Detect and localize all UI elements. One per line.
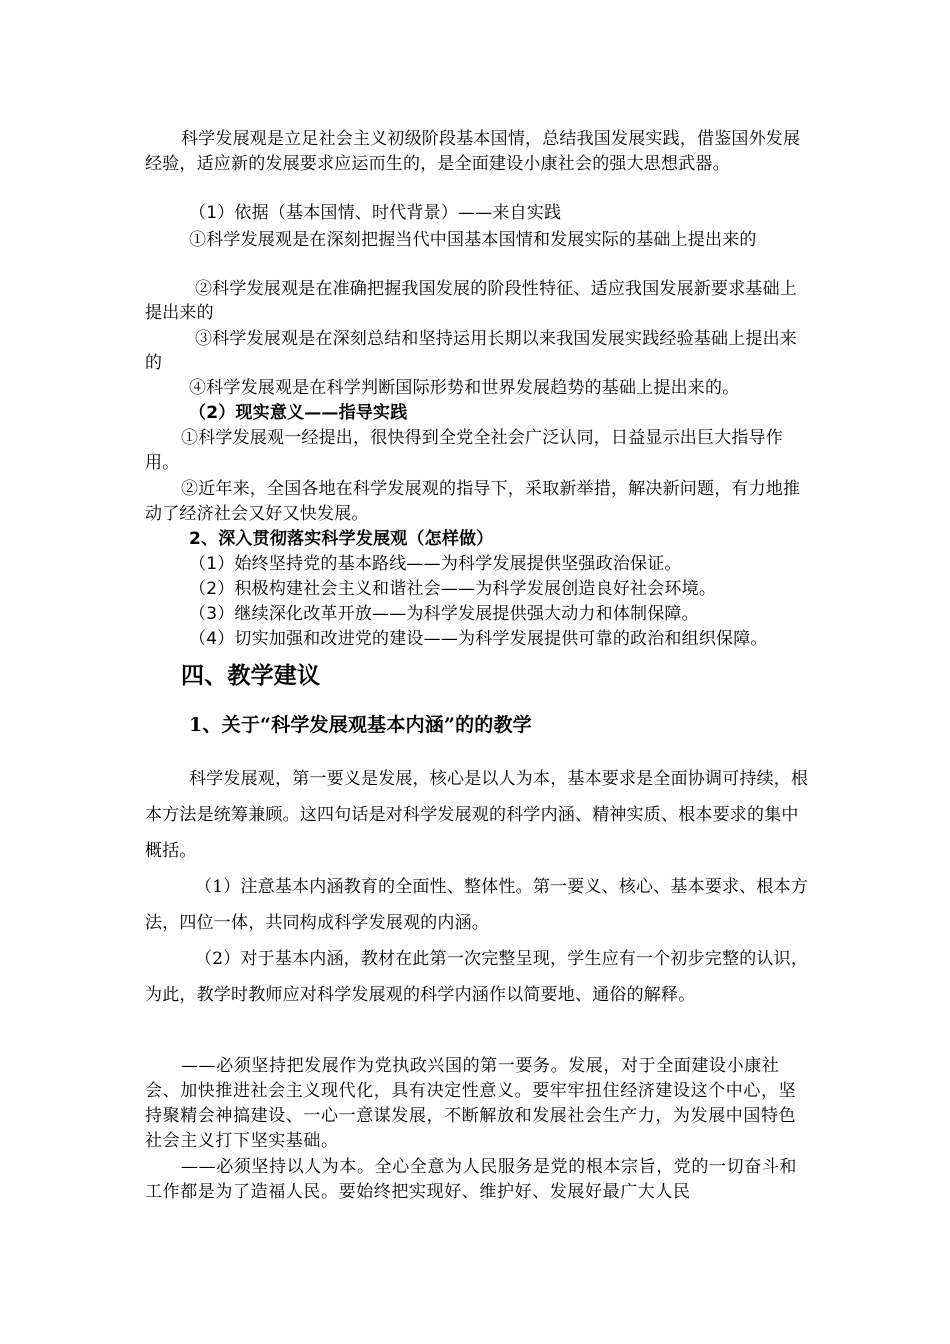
subsection-title: 1、关于“科学发展观基本内涵”的的教学 xyxy=(189,714,532,736)
basis-item-1: ①科学发展观是在深刻把握当代中国基本国情和发展实际的基础上提出来的 xyxy=(189,230,757,250)
implement-heading: 2、深入贯彻落实科学发展观（怎样做） xyxy=(189,529,494,549)
quote-paragraph-2: ——必须坚持以人为本。全心全意为人民服务是党的根本宗旨，党的一切奋斗和工作都是为了造福人民。要始终把实现好、维护好、发展好最广大人民 xyxy=(145,1157,797,1202)
teaching-paragraph-1: 科学发展观，第一要义是发展，核心是以人为本，基本要求是全面协调可持续，根本方法是统筹兼顾。这四句话是对科学发展观的科学内涵、精神实质、根本要求的集中概括。 xyxy=(145,769,809,861)
teaching-paragraph-2: （1）注意基本内涵教育的全面性、整体性。第一要义、核心、基本要求、根本方法，四位一体，共同构成科学发展观的内涵。 xyxy=(145,877,809,933)
basis-heading: （1）依据（基本国情、时代背景）——来自实践 xyxy=(189,203,562,223)
implement-item-1: （1）始终坚持党的基本路线——为科学发展提供坚强政治保证。 xyxy=(189,554,682,574)
meaning-heading: （2）现实意义——指导实践 xyxy=(189,403,408,423)
intro-paragraph: 科学发展观是立足社会主义初级阶段基本国情，总结我国发展实践，借鉴国外发展经验，适应新的发展要求应运而生的，是全面建设小康社会的强大思想武器。 xyxy=(145,129,801,174)
meaning-item-2: ②近年来，全国各地在科学发展观的指导下，采取新举措，解决新问题，有力地推动了经济社会又好又快发展。 xyxy=(145,479,801,524)
implement-item-4: （4）切实加强和改进党的建设——为科学发展提供可靠的政治和组织保障。 xyxy=(189,629,768,649)
section-title: 四、教学建议 xyxy=(181,663,321,689)
implement-item-2: （2）积极构建社会主义和谐社会——为科学发展创造良好社会环境。 xyxy=(189,579,717,599)
implement-item-3: （3）继续深化改革开放——为科学发展提供强大动力和体制保障。 xyxy=(189,604,699,624)
basis-item-4: ④科学发展观是在科学判断国际形势和世界发展趋势的基础上提出来的。 xyxy=(189,378,740,398)
teaching-paragraph-3: （2）对于基本内涵，教材在此第一次完整呈现，学生应有一个初步完整的认识，为此，教学时教师应对科学发展观的科学内涵作以简要地、通俗的解释。 xyxy=(145,949,809,1005)
quote-paragraph-1: ——必须坚持把发展作为党执政兴国的第一要务。发展，对于全面建设小康社会、加快推进社会主义现代化，具有决定性意义。要牢牢扭住经济建设这个中心，坚持聚精会神搞建设、一心一意谋发展，不断解放和发展社会生产力，为发展中国特色社会主义打下坚实基础。 xyxy=(145,1056,797,1151)
basis-item-2: ②科学发展观是在准确把握我国发展的阶段性特征、适应我国发展新要求基础上提出来的 xyxy=(145,279,797,323)
meaning-item-1: ①科学发展观一经提出，很快得到全党全社会广泛认同，日益显示出巨大指导作用。 xyxy=(145,428,783,473)
basis-item-3: ③科学发展观是在深刻总结和坚持运用长期以来我国发展实践经验基础上提出来的 xyxy=(145,329,797,373)
